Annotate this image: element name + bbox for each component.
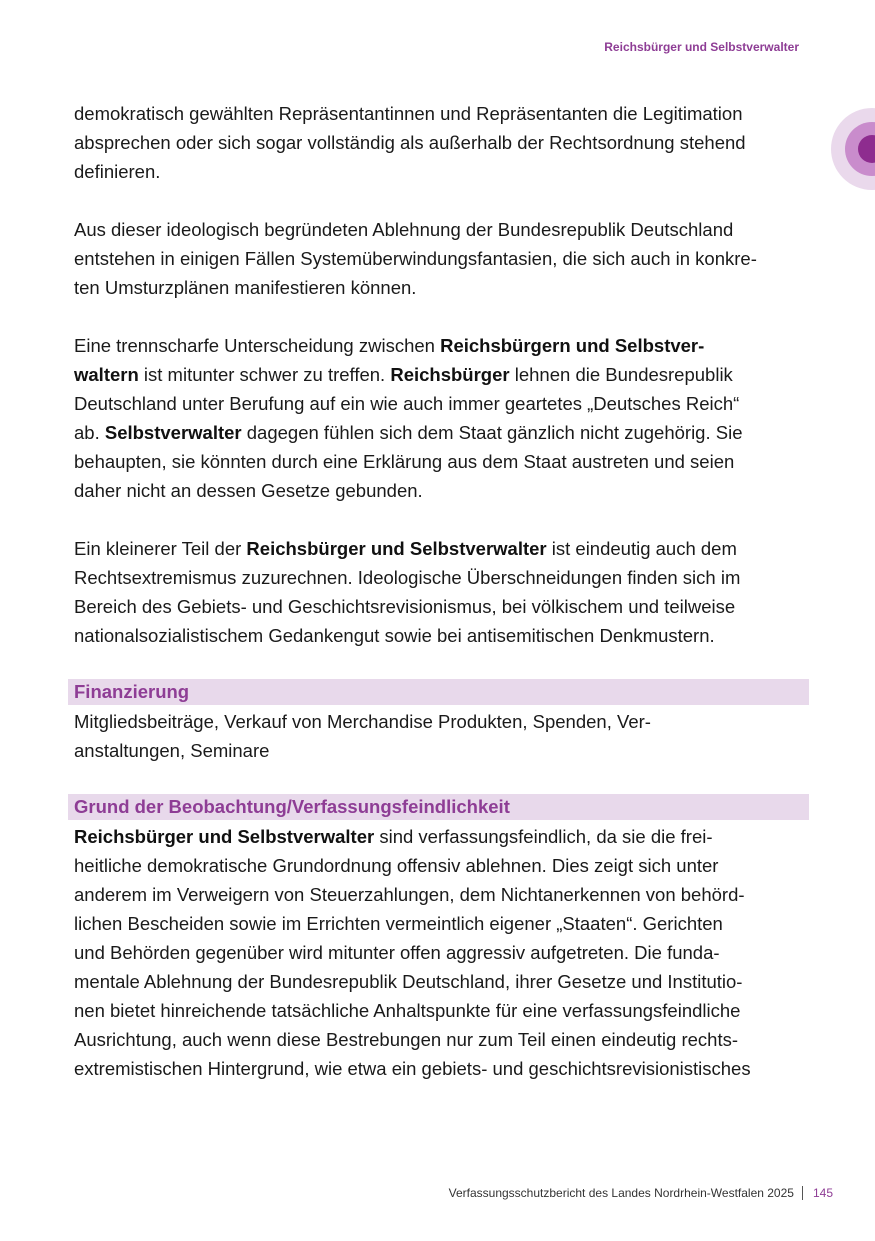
page-footer — [449, 1186, 833, 1200]
text-line — [74, 476, 804, 505]
text-run: extremistischen Hintergrund, wie etwa ein gebiets- und geschichtsrevisionistisches — [74, 1058, 751, 1079]
text-line — [74, 244, 804, 273]
text-line — [74, 99, 804, 128]
text-line — [74, 938, 804, 967]
text-run: Ein kleinerer Teil der — [74, 538, 247, 559]
text-line — [74, 215, 804, 244]
bold-term: Selbstverwalter — [104, 422, 242, 443]
footer-divider — [802, 1186, 803, 1200]
section-text — [74, 822, 804, 1083]
text-run: anderem im Verweigern von Steuerzahlungen, dem Nichtanerkennen von behörd- — [74, 884, 745, 905]
text-line — [74, 1025, 804, 1054]
text-run: Eine trennscharfe Unterscheidung zwischen — [74, 335, 441, 356]
text-line — [74, 592, 804, 621]
text-line — [74, 128, 804, 157]
page-number: 145 — [812, 1186, 833, 1200]
paragraph — [74, 534, 804, 650]
bold-term: Reichsbürger und Selbstverwalter — [246, 538, 547, 559]
running-header: Reichsbürger und Selbstverwalter — [604, 40, 799, 54]
text-run: absprechen oder sich sogar vollständig als außerhalb der Rechtsordnung stehend — [74, 132, 746, 153]
text-line — [74, 389, 804, 418]
text-line — [74, 331, 804, 360]
text-line — [74, 621, 804, 650]
text-line — [74, 157, 804, 186]
paragraph — [74, 215, 804, 302]
text-run: ab. — [74, 422, 105, 443]
text-line — [74, 967, 804, 996]
text-line — [74, 736, 804, 765]
text-line — [74, 360, 804, 389]
text-run: Aus dieser ideologisch begründeten Ablehnung der Bundesrepublik Deutschland — [74, 219, 734, 240]
text-line — [74, 447, 804, 476]
text-line — [74, 563, 804, 592]
text-run: nen bietet hinreichende tatsächliche Anhaltspunkte für eine verfassungsfeindliche — [74, 1000, 741, 1021]
text-line — [74, 880, 804, 909]
text-run: ist eindeutig auch dem — [546, 538, 737, 559]
text-run: sind verfassungsfeindlich, da sie die frei- — [374, 826, 713, 847]
section-text — [74, 707, 804, 765]
text-run: behaupten, sie könnten durch eine Erklärung aus dem Staat austreten und seien — [74, 451, 735, 472]
text-line — [74, 534, 804, 563]
text-run: lichen Bescheiden sowie im Errichten vermeintlich eigener „Staaten“. Gerichten — [74, 913, 723, 934]
text-run: lehnen die Bundesrepublik — [509, 364, 733, 385]
text-line — [74, 909, 804, 938]
text-line — [74, 1054, 804, 1083]
text-run: dagegen fühlen sich dem Staat gänzlich nicht zugehörig. Sie — [241, 422, 743, 443]
text-run: Deutschland unter Berufung auf ein wie auch immer geartetes „Deutsches Reich“ — [74, 393, 740, 414]
bold-term: Reichsbürger und Selbstverwalter — [74, 826, 375, 847]
text-line — [74, 273, 804, 302]
text-run: entstehen in einigen Fällen Systemüberwindungsfantasien, die sich auch in konkre- — [74, 248, 757, 269]
paragraph — [74, 99, 804, 186]
chapter-marker-graphic — [831, 108, 875, 190]
text-run: Mitgliedsbeiträge, Verkauf von Merchandise Produkten, Spenden, Ver- — [74, 711, 651, 732]
text-run: Rechtsextremismus zuzurechnen. Ideologische Überschneidungen finden sich im — [74, 567, 741, 588]
text-run: daher nicht an dessen Gesetze gebunden. — [74, 480, 423, 501]
bold-term: Reichsbürger — [390, 364, 510, 385]
text-line — [74, 707, 804, 736]
text-run: ist mitunter schwer zu treffen. — [138, 364, 391, 385]
text-run: definieren. — [74, 161, 161, 182]
bold-term: waltern — [74, 364, 139, 385]
footer-publication-title: Verfassungsschutzbericht des Landes Nordrhein-Westfalen 2025 — [448, 1186, 794, 1200]
text-line — [74, 996, 804, 1025]
text-run: anstaltungen, Seminare — [74, 740, 270, 761]
text-run: nationalsozialistischem Gedankengut sowie bei antisemitischen Denkmustern. — [74, 625, 715, 646]
text-run: Ausrichtung, auch wenn diese Bestrebungen nur zum Teil einen eindeutig rechts- — [74, 1029, 739, 1050]
text-run: heitliche demokratische Grundordnung offensiv ablehnen. Dies zeigt sich unter — [74, 855, 719, 876]
text-run: ten Umsturzplänen manifestieren können. — [74, 277, 417, 298]
text-run: und Behörden gegenüber wird mitunter offen aggressiv aufgetreten. Die funda- — [74, 942, 720, 963]
text-run: Bereich des Gebiets- und Geschichtsrevisionismus, bei völkischem und teilweise — [74, 596, 736, 617]
text-run: mentale Ablehnung der Bundesrepublik Deutschland, ihrer Gesetze und Institutio- — [74, 971, 743, 992]
body-text — [74, 99, 804, 1112]
paragraph — [74, 331, 804, 505]
text-line — [74, 418, 804, 447]
text-line — [74, 851, 804, 880]
bold-term: Reichsbürgern und Selbstver- — [440, 335, 705, 356]
text-run: demokratisch gewählten Repräsentantinnen und Repräsentanten die Legitimation — [74, 103, 743, 124]
section-heading: Finanzierung — [68, 679, 809, 705]
section-heading: Grund der Beobachtung/Verfassungsfeindlichkeit — [68, 794, 809, 820]
text-line — [74, 822, 804, 851]
